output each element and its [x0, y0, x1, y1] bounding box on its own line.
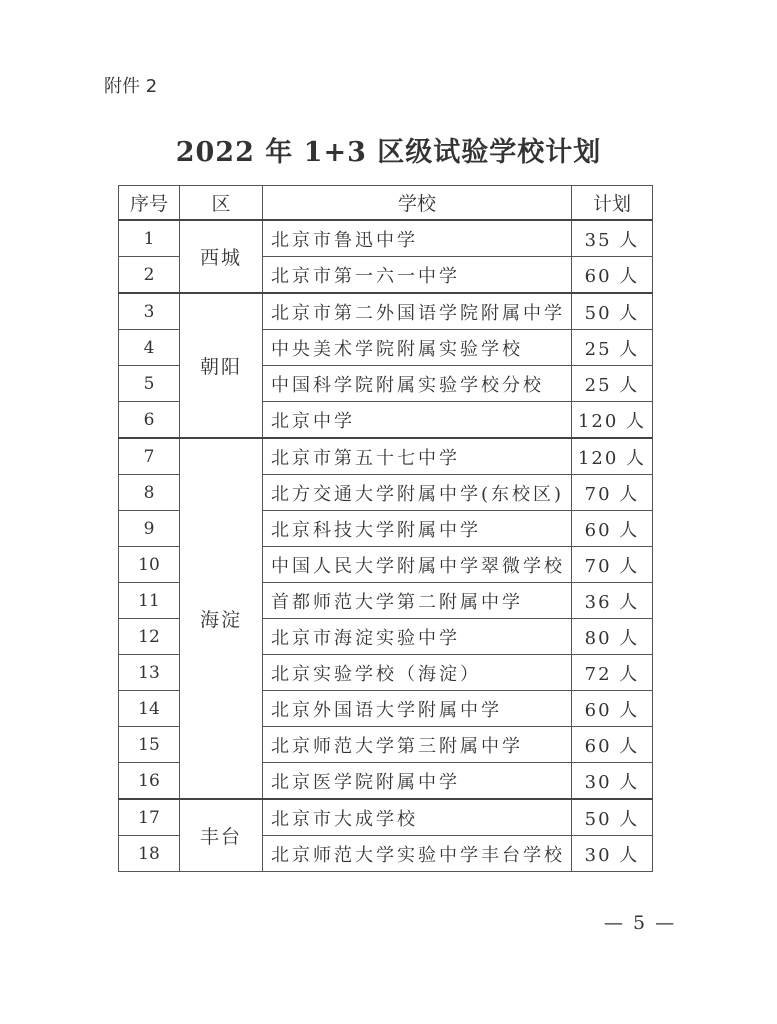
row-school: 北京市海淀实验中学 — [263, 619, 572, 655]
row-school: 北京市第五十七中学 — [263, 438, 572, 475]
row-plan: 30 人 — [572, 836, 653, 872]
row-plan: 70 人 — [572, 547, 653, 583]
row-school: 首都师范大学第二附属中学 — [263, 583, 572, 619]
row-plan: 70 人 — [572, 475, 653, 511]
row-school: 北京师范大学实验中学丰台学校 — [263, 836, 572, 872]
row-plan: 50 人 — [572, 293, 653, 330]
row-seq: 8 — [119, 475, 180, 511]
attachment-label: 附件 2 — [104, 76, 158, 97]
row-school: 北京外国语大学附属中学 — [263, 691, 572, 727]
row-school: 北京科技大学附属中学 — [263, 511, 572, 547]
table-header-row — [119, 186, 653, 221]
row-plan: 60 人 — [572, 727, 653, 763]
row-plan: 35 人 — [572, 220, 653, 257]
row-seq: 14 — [119, 691, 180, 727]
row-seq: 2 — [119, 257, 180, 294]
row-seq: 11 — [119, 583, 180, 619]
row-seq: 1 — [119, 220, 180, 257]
row-seq: 5 — [119, 366, 180, 402]
row-school: 北京医学院附属中学 — [263, 763, 572, 800]
row-plan: 120 人 — [572, 402, 653, 439]
row-plan: 80 人 — [572, 619, 653, 655]
row-school: 北京市大成学校 — [263, 799, 572, 836]
row-school: 北京实验学校（海淀） — [263, 655, 572, 691]
row-school: 北京中学 — [263, 402, 572, 439]
table-row — [119, 438, 653, 475]
row-plan: 50 人 — [572, 799, 653, 836]
row-seq: 4 — [119, 330, 180, 366]
page-number: — 5 — — [604, 912, 677, 934]
row-seq: 10 — [119, 547, 180, 583]
row-plan: 30 人 — [572, 763, 653, 800]
row-plan: 60 人 — [572, 257, 653, 294]
table-row — [119, 220, 653, 257]
row-seq: 18 — [119, 836, 180, 872]
schools-plan-table — [118, 185, 653, 872]
row-district: 西城 — [180, 220, 263, 293]
row-plan: 25 人 — [572, 330, 653, 366]
row-seq: 9 — [119, 511, 180, 547]
row-plan: 60 人 — [572, 511, 653, 547]
table-row — [119, 799, 653, 836]
row-seq: 16 — [119, 763, 180, 800]
table-body — [119, 220, 653, 872]
row-school: 中国人民大学附属中学翠微学校 — [263, 547, 572, 583]
table-row — [119, 293, 653, 330]
page-title: 2022 年 1+3 区级试验学校计划 — [175, 137, 602, 168]
row-seq: 17 — [119, 799, 180, 836]
row-district: 朝阳 — [180, 293, 263, 438]
row-district: 海淀 — [180, 438, 263, 799]
row-seq: 3 — [119, 293, 180, 330]
row-plan: 25 人 — [572, 366, 653, 402]
row-school: 中央美术学院附属实验学校 — [263, 330, 572, 366]
header-district: 区 — [180, 186, 263, 221]
row-plan: 120 人 — [572, 438, 653, 475]
row-school: 中国科学院附属实验学校分校 — [263, 366, 572, 402]
row-school: 北京市鲁迅中学 — [263, 220, 572, 257]
header-plan: 计划 — [572, 186, 653, 221]
row-seq: 12 — [119, 619, 180, 655]
row-school: 北京师范大学第三附属中学 — [263, 727, 572, 763]
row-school: 北京市第二外国语学院附属中学 — [263, 293, 572, 330]
row-seq: 6 — [119, 402, 180, 439]
header-school: 学校 — [263, 186, 572, 221]
row-seq: 7 — [119, 438, 180, 475]
row-seq: 15 — [119, 727, 180, 763]
row-plan: 72 人 — [572, 655, 653, 691]
row-plan: 60 人 — [572, 691, 653, 727]
header-seq: 序号 — [119, 186, 180, 221]
row-district: 丰台 — [180, 799, 263, 872]
row-school: 北京市第一六一中学 — [263, 257, 572, 294]
row-seq: 13 — [119, 655, 180, 691]
row-plan: 36 人 — [572, 583, 653, 619]
row-school: 北方交通大学附属中学(东校区) — [263, 475, 572, 511]
